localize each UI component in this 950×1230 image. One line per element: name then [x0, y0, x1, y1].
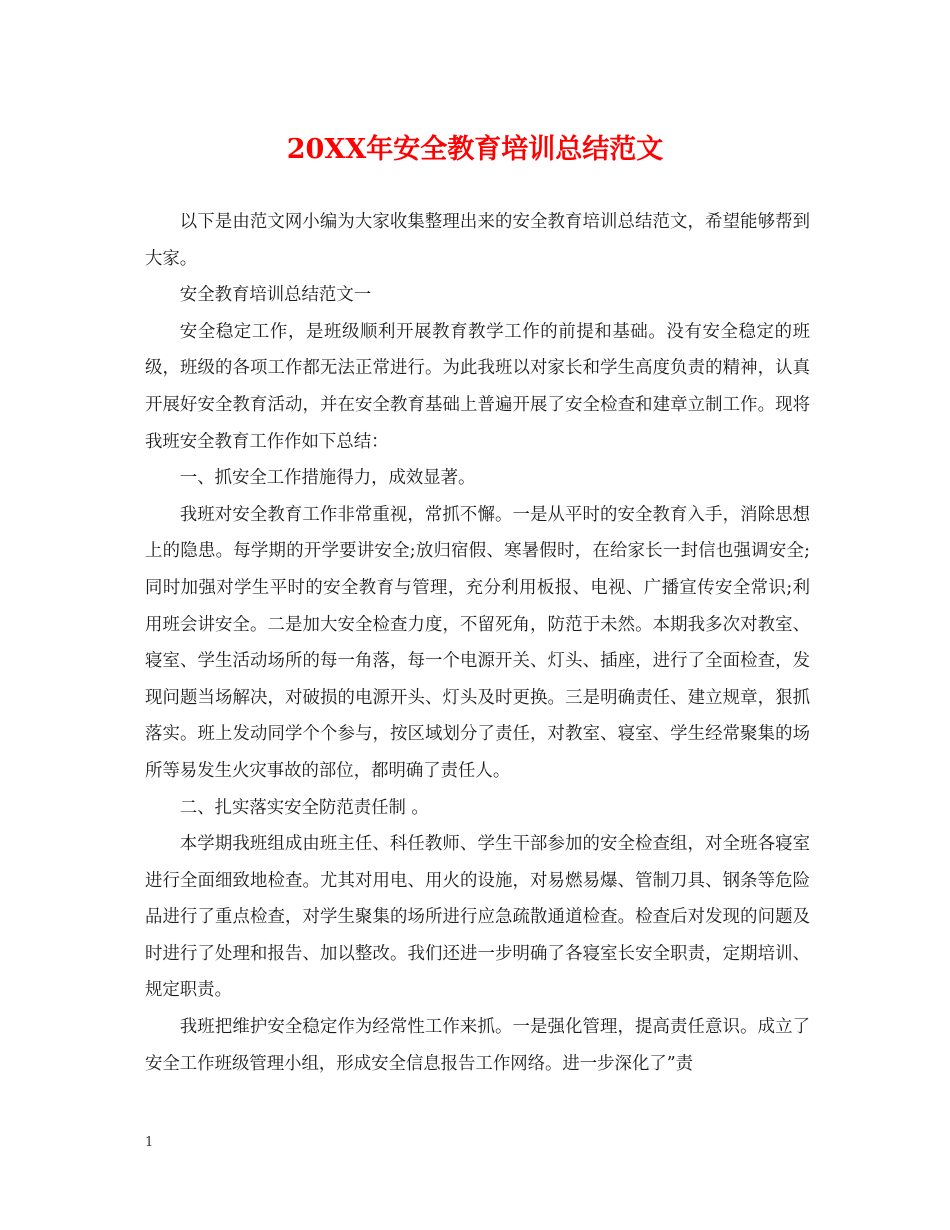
section-heading-example-one: 安全教育培训总结范文一	[179, 285, 372, 306]
paragraph-inspection: 本学期我班组成由班主任、科任教师、学生干部参加的安全检查组，对全班各寝室进行全面细致地检查。尤其对用电、用火的设施，对易燃易爆、管制刀具、钢条等危险品进行了重点检查，对学生聚集的场所进行应急疏散通道检查。检查后对发现的问题及时进行了处理和报告、加以整改。我们还进一步明确了各寝室长安全职责，定期培训、规定职责。	[145, 834, 810, 1001]
page-number: 1	[145, 1135, 154, 1150]
section-heading-measures: 一、抓安全工作措施得力，成效显著。	[179, 468, 476, 489]
document-title: 20XX年安全教育培训总结范文	[286, 134, 664, 165]
paragraph-intro: 以下是由范文网小编为大家收集整理出来的安全教育培训总结范文，希望能够帮到大家。	[145, 212, 810, 269]
paragraph-measures: 我班对安全教育工作非常重视，常抓不懈。一是从平时的安全教育入手，消除思想上的隐患。每学期的开学要讲安全;放归宿假、寒暑假时，在给家长一封信也强调安全;同时加强对学生平时的安全教育与管理，充分利用板报、电视、广播宣传安全常识;利用班会讲安全。二是加大安全检查力度，不留死角，防范于未然。本期我多次对教室、寝室、学生活动场所的每一角落，每一个电源开关、灯头、插座，进行了全面检查，发现问题当场解决，对破损的电源开头、灯头及时更换。三是明确责任、建立规章，狠抓落实。班上发动同学个个参与，按区域划分了责任，对教室、寝室、学生经常聚集的场所等易发生火灾事故的部位，都明确了责任人。	[145, 504, 810, 781]
paragraph-overview: 安全稳定工作，是班级顺利开展教育教学工作的前提和基础。没有安全稳定的班级，班级的各项工作都无法正常进行。为此我班以对家长和学生高度负责的精神，认真开展好安全教育活动，并在安全教育基础上普遍开展了安全检查和建章立制工作。现将我班安全教育工作作如下总结：	[145, 321, 810, 452]
section-heading-responsibility: 二、扎实落实安全防范责任制 。	[179, 797, 429, 818]
document-body	[145, 204, 810, 1082]
paragraph-stability: 我班把维护安全稳定作为经常性工作来抓。一是强化管理，提高责任意识。成立了安全工作班级管理小组，形成安全信息报告工作网络。进一步深化了”责	[145, 1017, 810, 1074]
